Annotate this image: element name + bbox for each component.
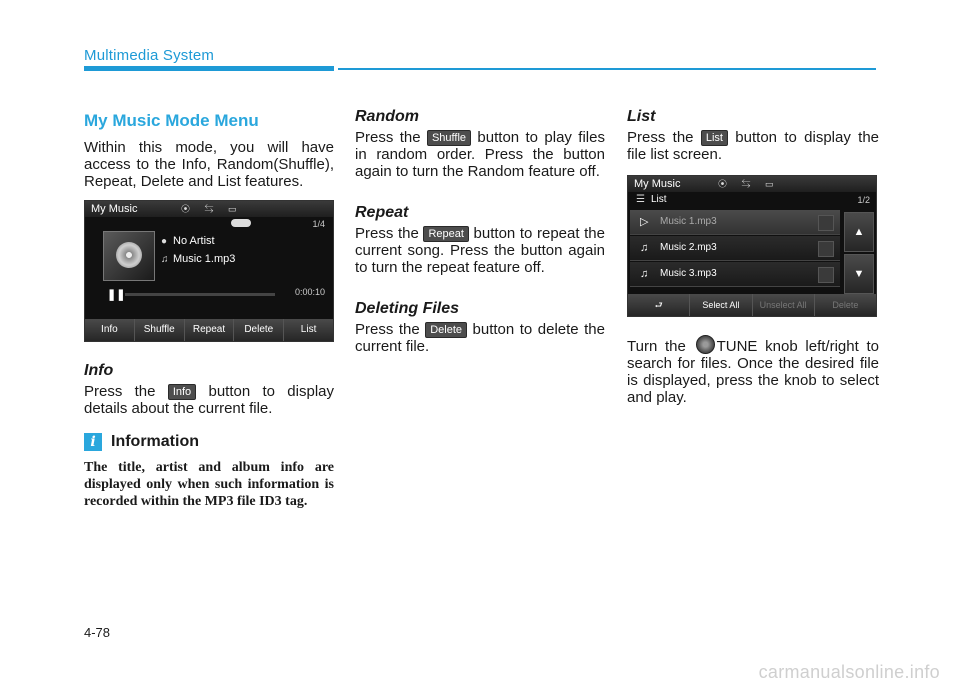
music-note-icon: ♫ [640,268,649,280]
status-icons: ⦿ ⇆ ▭ [181,204,243,214]
progress-bar[interactable] [125,293,275,296]
header-bar-thin [338,68,876,70]
elapsed-time: 0:00:10 [294,287,325,297]
list-paragraph: Press the List button to display the file list screen. [627,129,880,163]
delete-button[interactable]: Delete [815,294,876,316]
song-name: Music 1.mp3 [173,253,236,265]
information-note-header [84,433,334,451]
page-indicator: 1/2 [857,195,870,205]
intro-paragraph: Within this mode, you will have access to the Info, Random(Shuffle), Repeat, Delete and List features. [84,139,334,190]
album-art [103,231,155,281]
screen-button-row [628,294,876,316]
song-line [161,253,235,265]
list-chip: List [701,130,728,146]
info-button[interactable]: Info [85,319,135,341]
list-icon: ☰ [636,194,645,205]
person-icon: ● [161,236,168,247]
screen-titlebar [85,201,333,217]
tune-knob-icon [696,335,715,354]
repeat-paragraph: Press the Repeat button to repeat the current song. Press the button again to turn the repeat feature off. [355,225,605,276]
tune-paragraph: Turn the TUNE knob left/right to search for files. Once the desired file is displayed, press the knob to select and play. [627,335,879,406]
info-paragraph: Press the Info button to display details about the current file. [84,383,334,417]
item-checkbox[interactable] [818,267,834,283]
shuffle-button[interactable]: Shuffle [135,319,185,341]
screen-titlebar [628,176,876,192]
heading-my-music-mode-menu: My Music Mode Menu [84,111,259,130]
status-icons: ⦿ ⇆ ▭ [718,179,780,189]
shuffle-chip: Shuffle [427,130,471,146]
music-note-icon: ♫ [640,242,649,254]
item-checkbox[interactable] [818,215,834,231]
disc-icon [116,242,142,268]
header-bar-thick [84,66,334,71]
play-icon: ▷ [640,216,649,228]
scroll-down-button[interactable]: ▼ [844,254,874,294]
heading-list: List [627,108,656,125]
artist-line [161,235,215,247]
list-item[interactable]: ♫ Music 2.mp3 [630,236,840,261]
page-number: 4-78 [84,625,111,640]
information-title: Information [111,433,199,450]
heading-repeat: Repeat [355,204,409,221]
file-list-screen [627,175,877,317]
delete-button[interactable]: Delete [234,319,284,341]
repeat-button[interactable]: Repeat [185,319,235,341]
column-right [627,108,879,406]
item-checkbox[interactable] [818,241,834,257]
repeat-chip: Repeat [423,226,468,242]
delete-paragraph: Press the Delete button to delete the current file. [355,321,605,355]
list-button[interactable]: List [284,319,333,341]
music-note-icon: ♫ [161,254,169,265]
delete-chip: Delete [425,322,467,338]
screen-title: My Music [91,203,138,215]
pause-icon[interactable]: ❚❚ [107,289,126,301]
heading-random: Random [355,108,419,125]
select-all-button[interactable]: Select All [690,294,752,316]
column-middle [355,108,605,355]
repeat-toggle-icon [231,219,251,227]
heading-info: Info [84,362,114,379]
artist-name: No Artist [173,235,215,247]
track-count: 1/4 [312,219,325,229]
list-label: ☰ List [636,194,667,205]
watermark: carmanualsonline.info [758,662,940,682]
unselect-all-button[interactable]: Unselect All [753,294,815,316]
list-item[interactable]: ♫ Music 3.mp3 [630,262,840,287]
column-left [84,108,334,510]
section-title: Multimedia System [84,47,215,64]
list-item[interactable]: ▷ Music 1.mp3 [630,210,840,235]
scroll-up-button[interactable]: ▲ [844,212,874,252]
screen-title: My Music [634,178,681,190]
back-button[interactable]: ⮐ [628,294,690,316]
info-chip: Info [168,384,196,400]
information-icon: i [84,433,102,451]
heading-deleting-files: Deleting Files [355,300,460,317]
information-text: The title, artist and album info are displayed only when such information is recorded within the MP3 file ID3 tag. [84,460,334,509]
screen-button-row [85,319,333,341]
my-music-screen [84,200,334,342]
random-paragraph: Press the Shuffle button to play files in random order. Press the button again to turn the Random feature off. [355,129,605,180]
